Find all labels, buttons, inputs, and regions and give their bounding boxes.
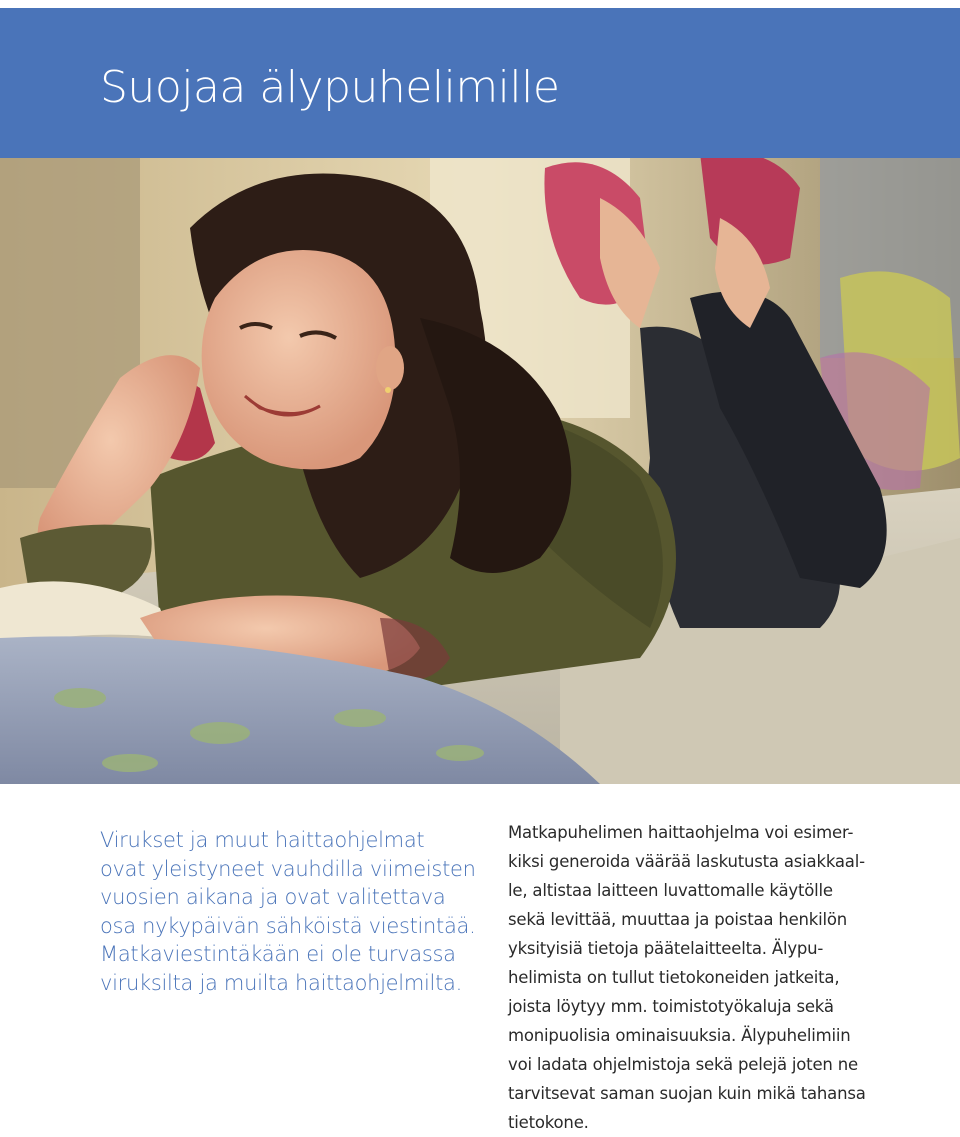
body-line: Matkapuhelimen haittaohjelma voi esimer-: [508, 823, 854, 842]
intro-paragraph: [100, 826, 495, 997]
body-line: sekä levittää, muuttaa ja poistaa henkilön: [508, 910, 848, 929]
intro-line: Virukset ja muut haittaohjelmat: [100, 828, 425, 852]
intro-line: viruksilta ja muilta haittaohjelmilta.: [100, 970, 462, 995]
intro-line: osa nykypäivän sähköistä viestintää.: [100, 913, 476, 938]
body-line: yksityisiä tietoja päätelaitteelta. Älypu-: [508, 939, 824, 958]
body-paragraph: [508, 818, 908, 1137]
body-line: helimista on tullut tietokoneiden jatkeita,: [508, 968, 840, 987]
body-line: monipuolisia ominaisuuksia. Älypuhelimiin: [508, 1026, 851, 1045]
body-line: tarvitsevat saman suojan kuin mikä tahansa: [508, 1084, 866, 1103]
body-line: joista löytyy mm. toimistotyökaluja sekä: [508, 997, 834, 1016]
photo-illustration: [0, 158, 960, 784]
body-line: voi ladata ohjelmistoja sekä pelejä joten ne: [508, 1055, 858, 1074]
body-line: le, altistaa laitteen luvattomalle käytölle: [508, 881, 833, 900]
intro-line: ovat yleistyneet vauhdilla viimeisten: [100, 856, 476, 881]
body-line: kiksi generoida väärää laskutusta asiakkaal-: [508, 852, 865, 871]
intro-line: vuosien aikana ja ovat valitettava: [100, 885, 446, 909]
page-title: Suojaa älypuhelimille: [100, 62, 560, 113]
body-line: tietokone.: [508, 1113, 589, 1132]
hero-photo: [0, 158, 960, 784]
intro-line: Matkaviestintäkään ei ole turvassa: [100, 942, 456, 966]
